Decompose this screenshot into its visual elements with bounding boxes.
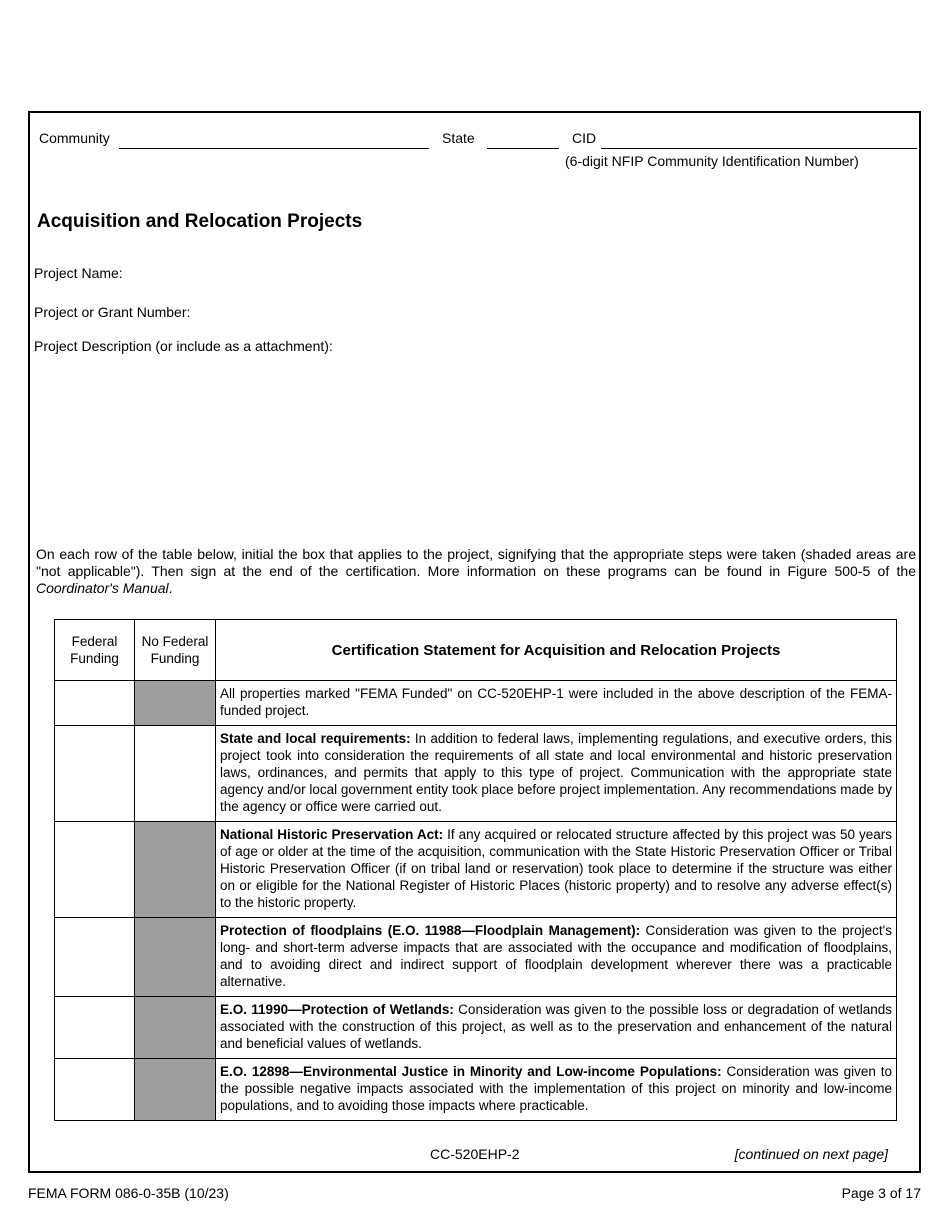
community-field[interactable]	[119, 148, 429, 149]
instructions-text: On each row of the table below, initial the box that applies to the project, signifying that the appropriate steps were taken (shaded areas are "not applicable"). Then sign at the end of the certification. More information on these programs can be found in Figure 500-5 of the	[36, 546, 916, 579]
federal-initial-box[interactable]	[55, 822, 135, 918]
no-federal-shaded-box	[135, 918, 216, 997]
statement-text: If any acquired or relocated structure affected by this project was 50 years of age or older at the time of the acquisition, communication with the State Historic Preservation Officer or Tribal Historic Preservation Officer (if on tribal land or reservation) took place to determine if the structure was either on or eligible for the National Register of Historic Places (historic property) and to resolve any adverse effect(s) to the historic property.	[220, 827, 893, 910]
statement-cell	[216, 1059, 897, 1121]
coordinators-manual-reference: Coordinator's Manual	[36, 580, 169, 596]
statement-heading: E.O. 12898—Environmental Justice in Minority and Low-income Populations:	[220, 1064, 722, 1079]
table-row	[55, 1059, 897, 1121]
statement-cell	[216, 822, 897, 918]
table-row	[55, 681, 897, 726]
statement-cell	[216, 997, 897, 1059]
statement-text: Consideration was given to the possible negative impacts associated with the implementation of this project on minority and low-income populations, and to avoiding those impacts where practicable.	[220, 1064, 893, 1113]
state-field[interactable]	[487, 148, 559, 149]
header-federal-funding: Federal Funding	[55, 620, 135, 681]
no-federal-shaded-box	[135, 1059, 216, 1121]
form-id: FEMA FORM 086-0-35B (10/23)	[28, 1185, 229, 1201]
grant-number-label: Project or Grant Number:	[34, 304, 191, 320]
cid-field[interactable]	[601, 148, 917, 149]
statement-cell	[216, 918, 897, 997]
no-federal-initial-box[interactable]	[135, 726, 216, 822]
federal-initial-box[interactable]	[55, 1059, 135, 1121]
page-number: Page 3 of 17	[841, 1185, 921, 1201]
form-frame	[28, 111, 921, 1173]
continued-note: [continued on next page]	[734, 1146, 888, 1162]
instructions-paragraph	[36, 546, 916, 597]
federal-initial-box[interactable]	[55, 726, 135, 822]
statement-heading: National Historic Preservation Act:	[220, 827, 444, 842]
federal-initial-box[interactable]	[55, 681, 135, 726]
cid-label: CID	[572, 130, 597, 146]
header-certification-statement: Certification Statement for Acquisition and Relocation Projects	[216, 620, 897, 681]
state-label: State	[442, 130, 475, 146]
table-row	[55, 918, 897, 997]
table-row	[55, 726, 897, 822]
project-name-label: Project Name:	[34, 265, 123, 281]
header-no-federal-funding: No Federal Funding	[135, 620, 216, 681]
instructions-end: .	[168, 580, 173, 596]
table-row	[55, 997, 897, 1059]
no-federal-shaded-box	[135, 822, 216, 918]
statement-cell	[216, 681, 897, 726]
form-code: CC-520EHP-2	[430, 1146, 520, 1162]
statement-heading: State and local requirements:	[220, 731, 411, 746]
statement-heading: Protection of floodplains (E.O. 11988—Floodplain Management):	[220, 923, 641, 938]
statement-text: All properties marked "FEMA Funded" on CC-520EHP-1 were included in the above description of the FEMA-funded project.	[220, 686, 892, 718]
cid-note: (6-digit NFIP Community Identification Number)	[565, 153, 859, 169]
no-federal-shaded-box	[135, 997, 216, 1059]
community-label: Community	[39, 130, 110, 146]
federal-initial-box[interactable]	[55, 918, 135, 997]
table-header-row	[55, 620, 897, 681]
section-title: Acquisition and Relocation Projects	[37, 211, 363, 232]
federal-initial-box[interactable]	[55, 997, 135, 1059]
statement-text: Consideration was given to the project's long- and short-term adverse impacts that are associated with the occupance and modification of floodplains, and to avoiding direct and indirect support of floodplain development wherever there was a practicable alternative.	[220, 923, 892, 989]
statement-heading: E.O. 11990—Protection of Wetlands:	[220, 1002, 454, 1017]
statement-text: In addition to federal laws, implementing regulations, and executive orders, this project took into consideration the requirements of all state and local environmental and historic preservation laws, ordinances, and permits that apply to this type of project. Communication with the appropriate state agency and/or local government entity took place before project implementation. Any recommendations made by the agency or office were carried out.	[220, 731, 892, 814]
table-row	[55, 822, 897, 918]
description-label: Project Description (or include as a attachment):	[34, 338, 333, 354]
certification-table	[54, 619, 897, 1121]
statement-cell	[216, 726, 897, 822]
no-federal-shaded-box	[135, 681, 216, 726]
statement-text: Consideration was given to the possible loss or degradation of wetlands associated with the construction of this project, as well as to the preservation and enhancement of the natural and beneficial values of wetlands.	[220, 1002, 892, 1051]
